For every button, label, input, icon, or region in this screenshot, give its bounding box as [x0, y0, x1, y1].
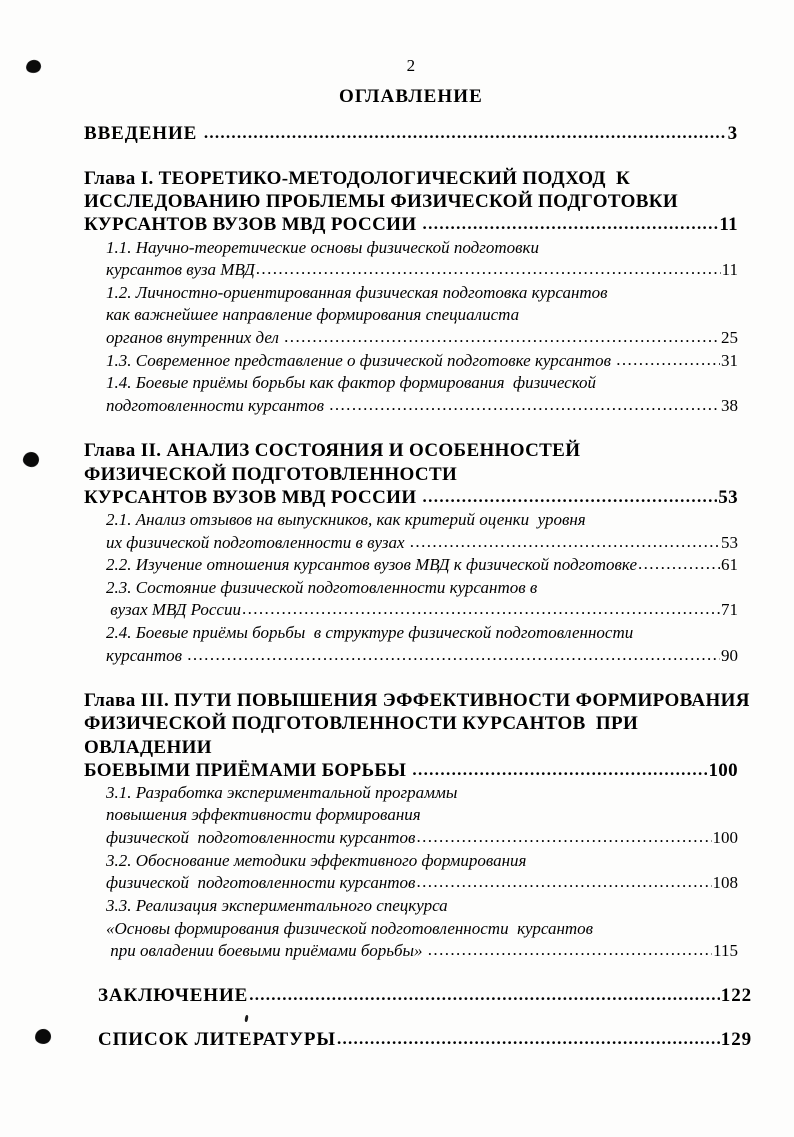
toc-entry-section-1-4[interactable]: [106, 395, 738, 418]
dot-leader: [329, 396, 720, 413]
section-3-3-line-2: «Основы формирования физической подготовленности курсантов: [106, 918, 594, 938]
toc-entry-introduction[interactable]: [84, 123, 738, 145]
section-2-1-last-line: их физической подготовленности в вузах: [106, 532, 409, 552]
section-3-1-last-line: физической подготовленности курсантов: [106, 828, 416, 848]
chapter-3-heading-line-4: БОЕВЫМИ ПРИЁМАМИ БОРЬБЫ: [84, 759, 412, 781]
table-of-contents: [84, 123, 752, 1051]
toc-entry-page: 11: [719, 214, 738, 236]
section-2-1-line-1: 2.1. Анализ отзывов на выпускников, как критерий оценки уровня: [106, 509, 586, 529]
chapter-2-heading-line-2: ФИЗИЧЕСКОЙ ПОДГОТОВЛЕННОСТИ: [84, 463, 458, 485]
toc-entry-section-1-1[interactable]: [106, 259, 738, 282]
toc-group-chapter-2: [84, 439, 738, 667]
toc-entry-page: 3: [727, 123, 738, 144]
toc-entry-conclusion[interactable]: [84, 985, 752, 1007]
toc-group-chapter-1: [84, 167, 738, 417]
toc-entry-page: 38: [721, 395, 738, 415]
toc-group-chapter-3: [84, 689, 750, 963]
section-2-3-line-1: 2.3. Состояние физической подготовленности курсантов в: [106, 577, 538, 597]
section-3-1-line-1: 3.1. Разработка экспериментальной программы: [106, 782, 458, 802]
section-1-4-last-line: подготовленности курсантов: [106, 395, 329, 415]
chapter-3-heading-line-2: ФИЗИЧЕСКОЙ ПОДГОТОВЛЕННОСТИ КУРСАНТОВ ПРИ: [84, 713, 639, 735]
toc-entry-section-3-1[interactable]: [106, 827, 738, 850]
section-1-1-line-1: 1.1. Научно-теоретические основы физической подготовки: [106, 237, 539, 257]
dot-leader: [204, 124, 727, 141]
section-1-1-last-line: курсантов вуза МВД: [106, 260, 255, 280]
toc-entry-page: 61: [721, 555, 738, 575]
section-3-3-last-line: при овладении боевыми приёмами борьбы»: [106, 941, 427, 961]
toc-entry-section-1-2[interactable]: [106, 327, 738, 350]
dot-leader: [416, 828, 711, 845]
toc-entry-chapter-1[interactable]: [84, 213, 738, 236]
toc-entry-page: 11: [721, 260, 738, 280]
toc-entry-bibliography[interactable]: [84, 1029, 752, 1051]
section-2-3-last-line: вузах МВД России: [106, 600, 241, 620]
section-3-1-line-2: повышения эффективности формирования: [106, 805, 421, 825]
chapter-2-heading-line-1: Глава II. АНАЛИЗ СОСТОЯНИЯ И ОСОБЕННОСТЕЙ: [84, 440, 581, 462]
margin-artifact-mark-top: [25, 59, 42, 75]
section-1-3-last-line: 1.3. Современное представление о физической подготовке курсантов: [106, 350, 616, 370]
toc-entry-page: 31: [721, 350, 738, 370]
toc-entry-page: 122: [720, 984, 752, 1006]
toc-entry-section-3-2[interactable]: [106, 872, 738, 895]
toc-entry-label: СПИСОК ЛИТЕРАТУРЫ: [98, 1028, 336, 1050]
section-3-2-last-line: физической подготовленности курсантов: [106, 873, 416, 893]
toc-entry-section-2-3[interactable]: [106, 599, 738, 622]
toc-entry-section-1-3[interactable]: [106, 350, 738, 373]
section-1-2-last-line: органов внутренних дел: [106, 327, 284, 347]
dot-leader: [256, 260, 721, 277]
chapter-1-heading-line-2: ИССЛЕДОВАНИЮ ПРОБЛЕМЫ ФИЗИЧЕСКОЙ ПОДГОТОВКИ: [84, 191, 679, 213]
dot-leader: [412, 761, 707, 778]
section-2-2-last-line: 2.2. Изучение отношения курсантов вузов МВД к физической подготовке: [106, 555, 637, 575]
dot-leader: [337, 1030, 720, 1047]
page-title: ОГЛАВЛЕНИЕ: [339, 86, 483, 107]
toc-entry-section-2-4[interactable]: [106, 645, 738, 668]
toc-entry-page: 25: [721, 327, 738, 347]
section-2-4-line-1: 2.4. Боевые приёмы борьбы в структуре физической подготовленности: [106, 622, 634, 642]
toc-entry-page: 71: [721, 600, 738, 620]
dot-leader: [423, 488, 718, 505]
toc-entry-page: 100: [712, 828, 738, 848]
toc-entry-section-3-3[interactable]: [106, 940, 738, 963]
section-3-3-line-1: 3.3. Реализация экспериментального спецкурса: [106, 895, 448, 915]
chapter-2-sections: [84, 509, 738, 667]
dot-leader: [249, 986, 720, 1003]
toc-entry-page: 90: [721, 645, 738, 665]
toc-entry-page: 53: [718, 486, 738, 508]
dot-leader: [416, 873, 711, 890]
margin-artifact-mark-bottom: [34, 1028, 51, 1044]
toc-entry-label: ЗАКЛЮЧЕНИЕ: [98, 984, 249, 1006]
toc-entry-page: 100: [708, 759, 738, 781]
section-2-4-last-line: курсантов: [106, 645, 187, 665]
chapter-1-sections: [84, 237, 738, 418]
section-1-4-line-1: 1.4. Боевые приёмы борьбы как фактор формирования физической: [106, 373, 597, 393]
dot-leader: [242, 600, 720, 617]
chapter-3-sections: [84, 782, 738, 963]
chapter-1-heading-line-1: Глава I. ТЕОРЕТИКО-МЕТОДОЛОГИЧЕСКИЙ ПОДХОД К: [84, 168, 631, 189]
section-3-2-line-1: 3.2. Обоснование методики эффективного формирования: [106, 850, 527, 870]
section-1-2-line-2: как важнейшее направление формирования специалиста: [106, 305, 520, 325]
dot-leader: [423, 215, 719, 232]
toc-entry-section-2-1[interactable]: [106, 532, 738, 555]
toc-entry-page: 129: [720, 1028, 752, 1050]
toc-entry-chapter-3[interactable]: [84, 759, 738, 782]
page-number-folio: 2: [406, 56, 416, 75]
toc-entry-page: 53: [721, 532, 738, 552]
dot-leader: [616, 351, 720, 368]
toc-entry-section-2-2[interactable]: [106, 554, 738, 577]
chapter-3-heading-line-3: ОВЛАДЕНИИ: [84, 736, 212, 758]
dot-leader: [428, 941, 712, 958]
chapter-3-heading-line-1: Глава III. ПУТИ ПОВЫШЕНИЯ ЭФФЕКТИВНОСТИ ФОРМИРОВАНИЯ: [84, 690, 750, 712]
dot-leader: [410, 533, 720, 550]
toc-entry-chapter-2[interactable]: [84, 486, 738, 509]
toc-entry-page: 108: [712, 873, 738, 893]
section-1-2-line-1: 1.2. Личностно-ориентированная физическая подготовка курсантов: [106, 282, 608, 302]
dot-leader: [284, 328, 720, 345]
margin-artifact-mark-middle: [22, 451, 40, 468]
toc-entry-page: 115: [713, 941, 738, 961]
dot-leader: [187, 646, 720, 663]
dot-leader: [638, 555, 720, 572]
chapter-1-heading-line-3: КУРСАНТОВ ВУЗОВ МВД РОССИИ: [84, 214, 422, 236]
toc-entry-label: ВВЕДЕНИЕ: [84, 123, 203, 144]
chapter-2-heading-line-3: КУРСАНТОВ ВУЗОВ МВД РОССИИ: [84, 486, 422, 508]
